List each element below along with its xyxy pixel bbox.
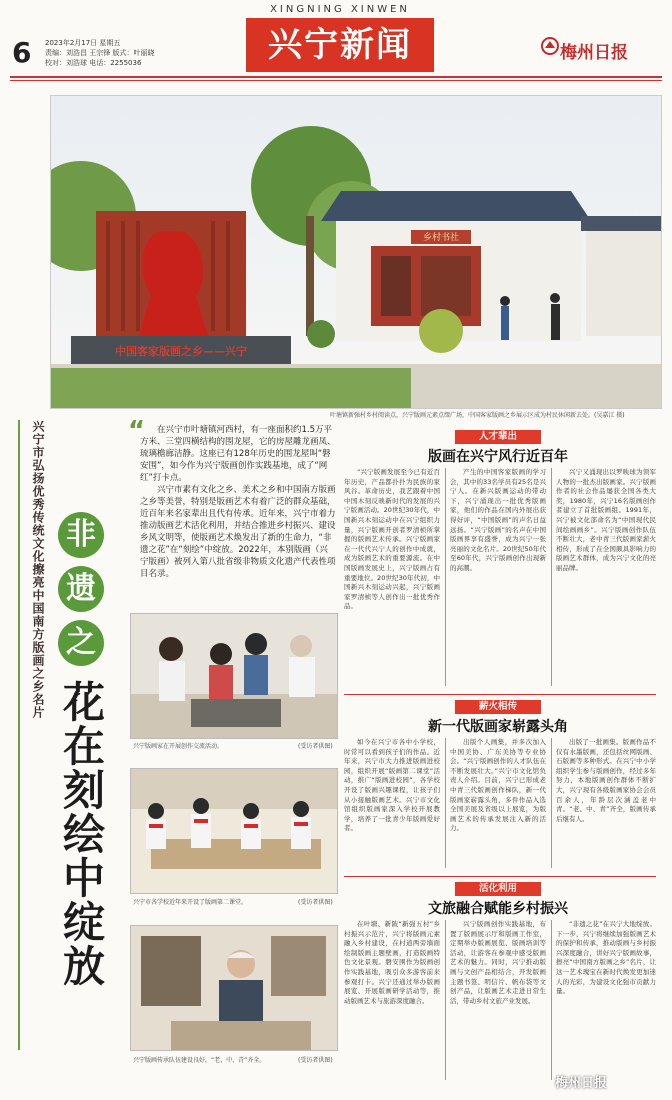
watermark: 梅州日报: [555, 1076, 608, 1091]
photo-artists: [130, 613, 338, 739]
section-2-col-2: 出版个人画集，并多次加入中国美协、广东美协等专业协会。“兴宁版画创作的人才队伍在不断发展壮大。”兴宁市文化馆负责人介绍。目前，兴宁已形成老中青三代版画创作梯队，新一代版画家崭露头角，多件作品入选全国美展及省级以上展览，为版画艺术的传承发展注入新的活力。: [450, 738, 546, 833]
date-line: 2023年2月17日 星期五: [45, 39, 121, 47]
header-rule-thin: [10, 80, 662, 81]
photo-3-credit: (受访者供图): [298, 1057, 333, 1064]
photo-3-caption: 兴宁版画传承队伍建设良好，“老、中、青”齐全。: [133, 1057, 266, 1064]
brand-logo-icon: [540, 36, 560, 56]
brand-name: 梅州日报: [560, 43, 628, 63]
section-3-col-1: 在叶塘、新陂“新强五村”乡村振兴示范片，兴宁将版画元素融入乡村建设，在村道两旁墙面绘制版画主题壁画，打造版画特色文化景观。磐安围作为版画创作实践基地，吸引众多游客前来参观打卡。兴宁还通过举办版画展览、开展版画研学活动等，推动版画艺术与旅游深度融合。: [344, 920, 440, 1005]
proof-line: 校对：刘浩球 电话：2255036: [45, 59, 142, 67]
section-rule-1: [344, 694, 656, 695]
intro-text: [140, 424, 336, 580]
sign-text: 乡村书社: [422, 233, 460, 243]
header-rule: [10, 76, 662, 78]
section-1-title: 版画在兴宁风行近百年: [428, 449, 568, 465]
section-1-divider-2: [551, 468, 552, 686]
section-3-col-2: 兴宁版画创作实践基地，布置了版画展示厅和版画工作室，定期举办版画展览、版画培训等活动，让游客在参观中感受版画艺术的魅力。同时，兴宁推动版画与文创产品相结合，开发版画主题书签、明信片、帆布袋等文创产品，让版画艺术走进日常生活，带动乡村文旅产业发展。: [450, 920, 546, 1005]
section-1-col-3: 兴宁又涌现出以罗映球为领军人物的一批杰出版画家。兴宁版画作者的社会作品屡获全国各类大奖，1980年，兴宁16名版画创作者建立了首批版画组。1991年，兴宁被文化部命名为“中国现代民间绘画画乡”。兴宁版画创作队伍不断壮大，老中青三代版画家薪火相传，形成了在全国颇具影响力的版画艺术群体，成为兴宁文化的亮丽品牌。: [556, 468, 656, 572]
section-1-tag: 人才辈出: [455, 430, 541, 444]
section-1-divider-1: [445, 468, 446, 686]
masthead-pinyin: XINGNING XINWEN: [270, 4, 410, 15]
intro-paragraph-2: 兴宁市素有文化之乡、美术之乡和中国南方版画之乡等美誉，特别是版画艺术有着广泛的群众基础，近百年来名家辈出且代有传承。近年来，兴宁市着力推动版画艺术活化利用，并结合推进乡村振兴、建设乡风文明等，使版画艺术焕发出了新的生命力，“非遗之花”在“刻绘”中绽放。2022年，本别版画（兴宁版画）被列入第八批省级非物质文化遗产代表性项目名录。: [140, 485, 336, 579]
main-photo: [50, 95, 662, 409]
main-photo-illustration: [51, 96, 661, 408]
photo-elder: [130, 925, 338, 1051]
big-title: 花在刻绘中绽放: [57, 680, 106, 988]
editor-line: 责编：刘浩昌 王宗锋 版式：叶丽晓: [45, 49, 155, 57]
kicker-headline: 兴宁市弘扬优秀传统文化擦亮中国南方版画之乡名片: [31, 420, 45, 719]
page-number: 6: [12, 36, 32, 69]
section-3-tag: 活化利用: [455, 882, 541, 896]
photo-students: [130, 768, 338, 894]
title-circle-3: 之: [58, 620, 104, 666]
section-2-title: 新一代版画家崭露头角: [428, 719, 568, 735]
section-2-col-3: 出版了一批画集。版画作品不仅有水墨版画，还包括丝网版画、石版画等多种形式。在兴宁中小学组织学生参与版画创作，经过多年努力，本地版画创作群体不断扩大，兴宁现有各级版画家协会会员百余人，年龄层次涵盖老中青。“老、中、青”齐全，版画传承后继有人。: [556, 738, 656, 823]
title-circle-1: 非: [58, 512, 104, 558]
section-1-col-2: 产生的中国客家版画的学习会，其中的33名学员有25名是兴宁人。在新兴版画运动的带动下，兴宁涌现出一批优秀版画家，他们的作品在国内外展出获得好评，“中国版画”的声名日益远扬。“兴宁版画”的名声在中国版画界享有盛誉，成为兴宁一张亮丽的文化名片。20世纪50年代至60年代，兴宁版画创作出现新的高潮。: [450, 468, 546, 572]
section-rule-2: [344, 876, 656, 877]
photo-2-credit: (受访者供图): [298, 899, 333, 906]
section-2-col-1: 如今在兴宁市各中小学校，时常可以看到孩子们的作品。近年来，兴宁市大力推进版画进校园，组织开展“版画第二课堂”活动，推广“版画进校园”，各学校开设了版画兴趣课程，让孩子们从小接触版画艺术。兴宁市文化馆组织版画家深入学校开展教学，培养了一批青少年版画爱好者。: [344, 738, 440, 833]
section-3-divider-1: [445, 920, 446, 1080]
photo-1-credit: (受访者供图): [298, 743, 333, 750]
main-photo-caption: 叶塘镇新强村乡村阅读点，兴宁版画元素点缀广场，中国客家版画之乡展示区成为村民休闲新去处。(吴嘉江 摄): [330, 412, 625, 419]
section-3-title: 文旅融合赋能乡村振兴: [428, 901, 568, 917]
section-2-tag: 薪火相传: [455, 700, 541, 714]
title-circle-2: 遗: [58, 566, 104, 612]
section-3-divider-2: [551, 920, 552, 1080]
section-1-col-1: “兴宁版画发展至今已有近百年历史，产品都扑扑为民族的家风谷。革命历史，我艺跟着中国中国木刻反映新时代的发展的兴宁版画活动。20世纪30年代，中国新兴木刻运动中在兴宁组织力量，兴宁版画开创者罗清桢所掌握的版画艺术传承。兴宁版画家在一代代兴宁人的创作中成就，成为版画艺术的重要源流。在中国版画发展史上，兴宁版画占有重要地位。20世纪30年代初，中国新兴木刻运动兴起，兴宁版画家罗清桢等人创作出一批优秀作品。: [344, 468, 440, 611]
photo-1-caption: 兴宁版画家在开展创作交流活动。: [133, 743, 224, 750]
section-title: 兴宁新闻: [246, 18, 434, 72]
section-3-col-3: “非遗之花”在兴宁大地绽放。下一步，兴宁将继续加强版画艺术的保护和传承，推动版画与乡村振兴深度融合，讲好兴宁版画故事，擦亮“中国南方版画之乡”名片，让这一艺术瑰宝在新时代焕发更加迷人的光彩，为建设文化强市贡献力量。: [556, 920, 656, 996]
green-rule: [18, 420, 20, 1050]
intro-paragraph-1: 在兴宁市叶塘镇河西村，有一座面积约1.5万平方米、三堂四横结构的围龙屋，它的房屋雕龙画凤、琉璃檐廊洁静。这座已有128年历史的围龙屋叫“磐安围”，如今作为兴宁版画创作实践基地，成了“网红”打卡点。: [140, 425, 336, 483]
photo-2-caption: 兴宁市各学校近年来开设了版画第二课堂。: [133, 899, 248, 906]
section-2-divider-1: [445, 738, 446, 868]
section-2-divider-2: [551, 738, 552, 868]
monument-text: 中国客家版画之乡——兴宁: [115, 345, 247, 358]
quote-mark: “: [128, 416, 146, 446]
